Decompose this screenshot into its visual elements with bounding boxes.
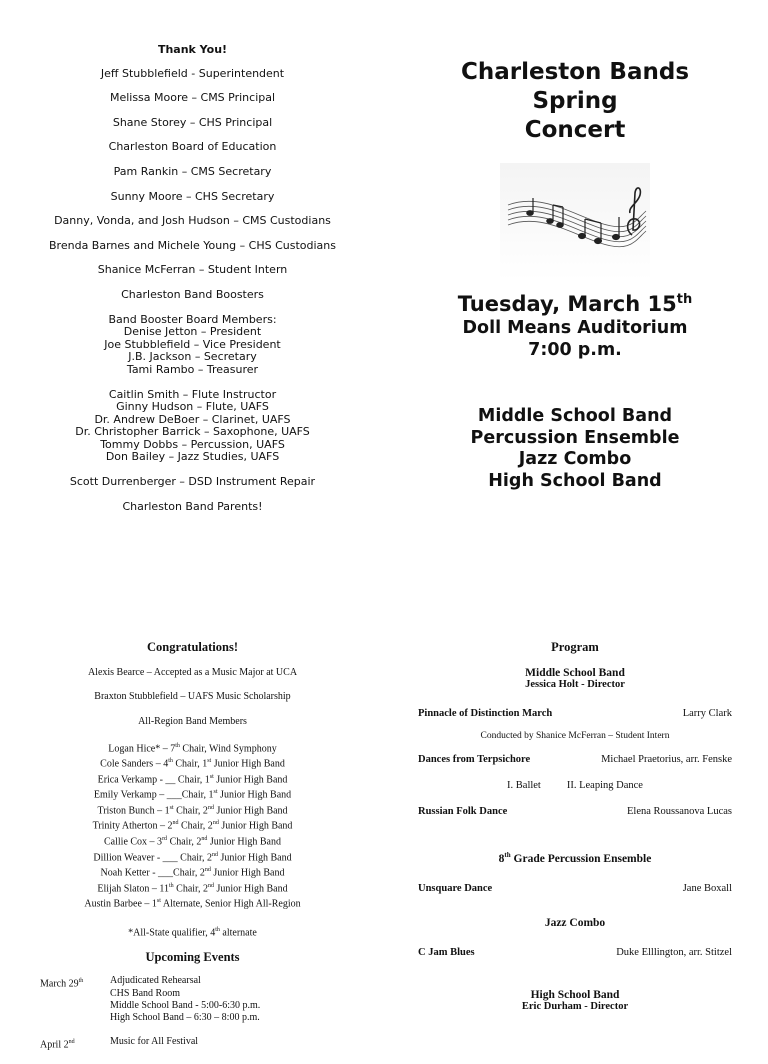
- concert-title-line: Spring: [532, 88, 618, 114]
- event-date: [30, 975, 110, 1024]
- thank-you-title: Thank You!: [157, 43, 228, 56]
- piece-composer: Jane Boxall: [682, 882, 732, 894]
- board-member: Tami Rambo – Treasurer: [126, 362, 259, 376]
- ensemble-item: High School Band: [488, 470, 662, 491]
- member-sup: nd: [211, 851, 218, 858]
- all-region-member: [30, 817, 355, 833]
- member-mid: Alternate, Senior High All-Region: [160, 898, 301, 910]
- member-pre: Logan Hice* – 7: [108, 743, 176, 755]
- instructor: Dr. Christopher Barrick – Saxophone, UAFS: [75, 425, 310, 439]
- parents-credit: Charleston Band Parents!: [122, 499, 263, 513]
- instructor: Ginny Hudson – Flute, UAFS: [116, 400, 269, 414]
- all-region-member: [30, 864, 355, 880]
- member-sup: nd: [207, 882, 214, 889]
- member-sup: st: [213, 789, 218, 796]
- member-sup: th: [168, 882, 174, 889]
- percussion-title-rest: Grade Percussion Ensemble: [510, 852, 652, 865]
- piece-title: Russian Folk Dance: [418, 806, 508, 818]
- board-heading: Band Booster Board Members:: [108, 312, 277, 326]
- all-region-member: [30, 833, 355, 849]
- program-piece: [418, 708, 732, 720]
- event-line: Adjudicated Rehearsal: [110, 975, 201, 987]
- member-post: Junior High Band: [211, 758, 285, 770]
- member-mid: Junior High Band: [217, 851, 292, 863]
- all-region-member: [30, 880, 355, 896]
- member-pre: Dillion Weaver - ___ Chair, 2: [93, 851, 212, 863]
- event-details: [110, 1036, 355, 1052]
- member-post: Junior High Band: [218, 820, 293, 832]
- piece-title: Dances from Terpsichore: [418, 754, 531, 766]
- member-sup: nd: [204, 867, 211, 874]
- member-pre: Callie Cox – 3: [104, 836, 163, 848]
- program-piece: [418, 754, 732, 766]
- member-sup: st: [169, 804, 174, 811]
- event-date-text: April 2: [40, 1039, 69, 1051]
- congrats-line: Alexis Bearce – Accepted as a Music Major at UCA: [87, 667, 298, 679]
- event-item: [30, 1036, 355, 1052]
- board-member: Denise Jetton – President: [123, 325, 262, 339]
- ensemble-item: Jazz Combo: [518, 449, 632, 469]
- ensemble-list: [410, 406, 740, 492]
- concert-venue: Doll Means Auditorium: [462, 318, 688, 338]
- cover-panel: [410, 58, 740, 492]
- event-date: [30, 1036, 110, 1052]
- event-date-text: March 29: [40, 978, 79, 990]
- piece-composer: Elena Roussanova Lucas: [627, 806, 732, 818]
- member-pre: Noah Ketter - ___Chair, 2: [100, 867, 205, 879]
- concert-date-text: Tuesday, March 15: [457, 292, 677, 316]
- thank-you-item: Jeff Stubblefield - Superintendent: [100, 66, 285, 80]
- event-line: CHS Band Room: [110, 987, 181, 999]
- thank-you-item: Brenda Barnes and Michele Young – CHS Custodians: [49, 238, 336, 252]
- middle-school-title: Middle School Band: [525, 667, 625, 680]
- piece-title: Unsquare Dance: [418, 882, 493, 894]
- member-sup: nd: [201, 836, 208, 842]
- percussion-title-sup: th: [504, 850, 511, 859]
- thank-you-item: Charleston Band Boosters: [121, 287, 264, 301]
- member-mid: Junior High Band: [213, 774, 288, 786]
- booster-board-list: [30, 314, 355, 377]
- member-post: Junior High Band: [213, 882, 288, 894]
- event-item: [30, 975, 355, 1024]
- conductor-note: Conducted by Shanice McFerran – Student Intern: [480, 730, 670, 741]
- all-region-member: [30, 895, 355, 911]
- member-pre: Emily Verkamp – ___Chair, 1: [93, 789, 214, 801]
- piece-title: C Jam Blues: [418, 947, 475, 959]
- congratulations-title: Congratulations!: [147, 640, 238, 654]
- instructor: Caitlin Smith – Flute Instructor: [108, 387, 277, 401]
- member-sup: nd: [172, 820, 179, 827]
- ensemble-item: Middle School Band: [477, 406, 673, 426]
- thank-you-item: Melissa Moore – CMS Principal: [109, 91, 276, 105]
- thank-you-item: Shane Storey – CHS Principal: [112, 115, 273, 129]
- high-school-title: High School Band: [530, 989, 620, 1002]
- concert-date: [410, 287, 740, 317]
- member-pre: Trinity Atherton – 2: [92, 820, 173, 832]
- all-state-footnote: [30, 924, 355, 940]
- upcoming-events-title: Upcoming Events: [145, 950, 240, 965]
- concert-title-line: Charleston Bands: [460, 59, 690, 85]
- footnote-pre: *All-State qualifier, 4: [128, 926, 216, 938]
- thank-you-item: Danny, Vonda, and Josh Hudson – CMS Custodians: [54, 214, 331, 228]
- member-sup: st: [209, 773, 214, 780]
- member-pre: Austin Barbee – 1: [84, 898, 157, 910]
- member-mid: Chair, Wind Symphony: [179, 743, 277, 755]
- instructor: Dr. Andrew DeBoer – Clarinet, UAFS: [94, 412, 291, 426]
- member-post: Junior High Band: [213, 805, 288, 817]
- thank-you-item: Sunny Moore – CHS Secretary: [110, 189, 275, 203]
- jazz-combo-title: Jazz Combo: [544, 916, 606, 929]
- movement: II. Leaping Dance: [566, 780, 643, 792]
- piece-composer: Duke Elllington, arr. Stitzel: [616, 947, 732, 959]
- instructor: Don Bailey – Jazz Studies, UAFS: [105, 450, 280, 464]
- all-region-member: [30, 802, 355, 818]
- program-piece: [418, 947, 732, 959]
- congratulations-panel: [30, 641, 355, 1064]
- middle-school-director: Jessica Holt - Director: [525, 679, 625, 691]
- member-mid: Chair, 2: [173, 882, 208, 894]
- member-mid: Chair, 2: [173, 805, 208, 817]
- instructor: Tommy Dobbs – Percussion, UAFS: [100, 437, 285, 451]
- member-mid: Chair, 1: [172, 758, 208, 770]
- event-line: Music for All Festival: [110, 1036, 199, 1048]
- thank-you-panel: [30, 44, 355, 525]
- event-date-sup: th: [78, 978, 84, 985]
- member-pre: Erica Verkamp - __ Chair, 1: [97, 774, 210, 786]
- high-school-director: Eric Durham - Director: [521, 1001, 629, 1013]
- movement-list: [418, 780, 732, 792]
- member-mid: Junior High Band: [217, 789, 292, 801]
- all-region-member: [30, 849, 355, 865]
- all-region-heading: All-Region Band Members: [138, 715, 247, 727]
- piece-composer: Michael Praetorius, arr. Fenske: [601, 754, 732, 766]
- footnote-post: alternate: [219, 926, 257, 938]
- footnote-sup: th: [215, 926, 220, 933]
- event-details: [110, 975, 355, 1024]
- thank-you-item: Charleston Board of Education: [108, 140, 277, 154]
- member-sup: st: [156, 898, 161, 905]
- program-piece: [418, 806, 732, 818]
- all-region-member: [30, 771, 355, 787]
- member-sup: rd: [162, 836, 168, 842]
- program-piece: [418, 883, 732, 895]
- music-notes-icon: [500, 163, 650, 281]
- congrats-line: Braxton Stubblefield – UAFS Music Scholarship: [94, 691, 291, 703]
- all-region-member: [30, 740, 355, 756]
- all-region-list: [30, 740, 355, 911]
- member-post: Junior High Band: [207, 836, 281, 848]
- thank-you-item: Shanice McFerran – Student Intern: [97, 263, 288, 277]
- member-mid: Chair, 2: [178, 820, 213, 832]
- percussion-title-num: 8: [498, 852, 505, 865]
- date-ordinal: th: [676, 292, 693, 307]
- all-region-member: [30, 786, 355, 802]
- event-line: Middle School Band - 5:00-6:30 p.m.: [110, 999, 261, 1011]
- member-sup: th: [168, 758, 173, 765]
- member-sup: st: [207, 758, 212, 765]
- concert-title: [410, 58, 740, 145]
- piece-composer: Larry Clark: [682, 707, 732, 719]
- member-sup: nd: [212, 820, 219, 827]
- ensemble-item: Percussion Ensemble: [470, 427, 680, 448]
- member-pre: Cole Sanders – 4: [100, 758, 169, 770]
- piece-title: Pinnacle of Distinction March: [418, 707, 553, 719]
- program-panel: [418, 641, 732, 1030]
- all-region-member: [30, 755, 355, 771]
- instructor-list: [30, 389, 355, 465]
- member-sup: nd: [207, 804, 214, 811]
- percussion-title: [418, 849, 732, 865]
- member-pre: Triston Bunch – 1: [97, 805, 170, 817]
- repair-credit: Scott Durrenberger – DSD Instrument Repair: [69, 475, 316, 489]
- movement: I. Ballet: [507, 780, 541, 792]
- thank-you-item: Pam Rankin – CMS Secretary: [113, 164, 272, 178]
- concert-title-line: Concert: [524, 117, 626, 143]
- event-line: High School Band – 6:30 – 8:00 p.m.: [110, 1012, 260, 1023]
- program-title: Program: [551, 640, 599, 654]
- board-member: J.B. Jackson – Secretary: [128, 350, 257, 364]
- member-mid: Junior High Band: [210, 867, 285, 879]
- member-pre: Elijah Slaton – 11: [97, 882, 169, 894]
- member-mid: Chair, 2: [167, 836, 202, 848]
- concert-time: 7:00 p.m.: [528, 340, 622, 360]
- event-date-sup: nd: [68, 1039, 75, 1046]
- member-sup: th: [175, 742, 180, 749]
- board-member: Joe Stubblefield – Vice President: [104, 337, 281, 351]
